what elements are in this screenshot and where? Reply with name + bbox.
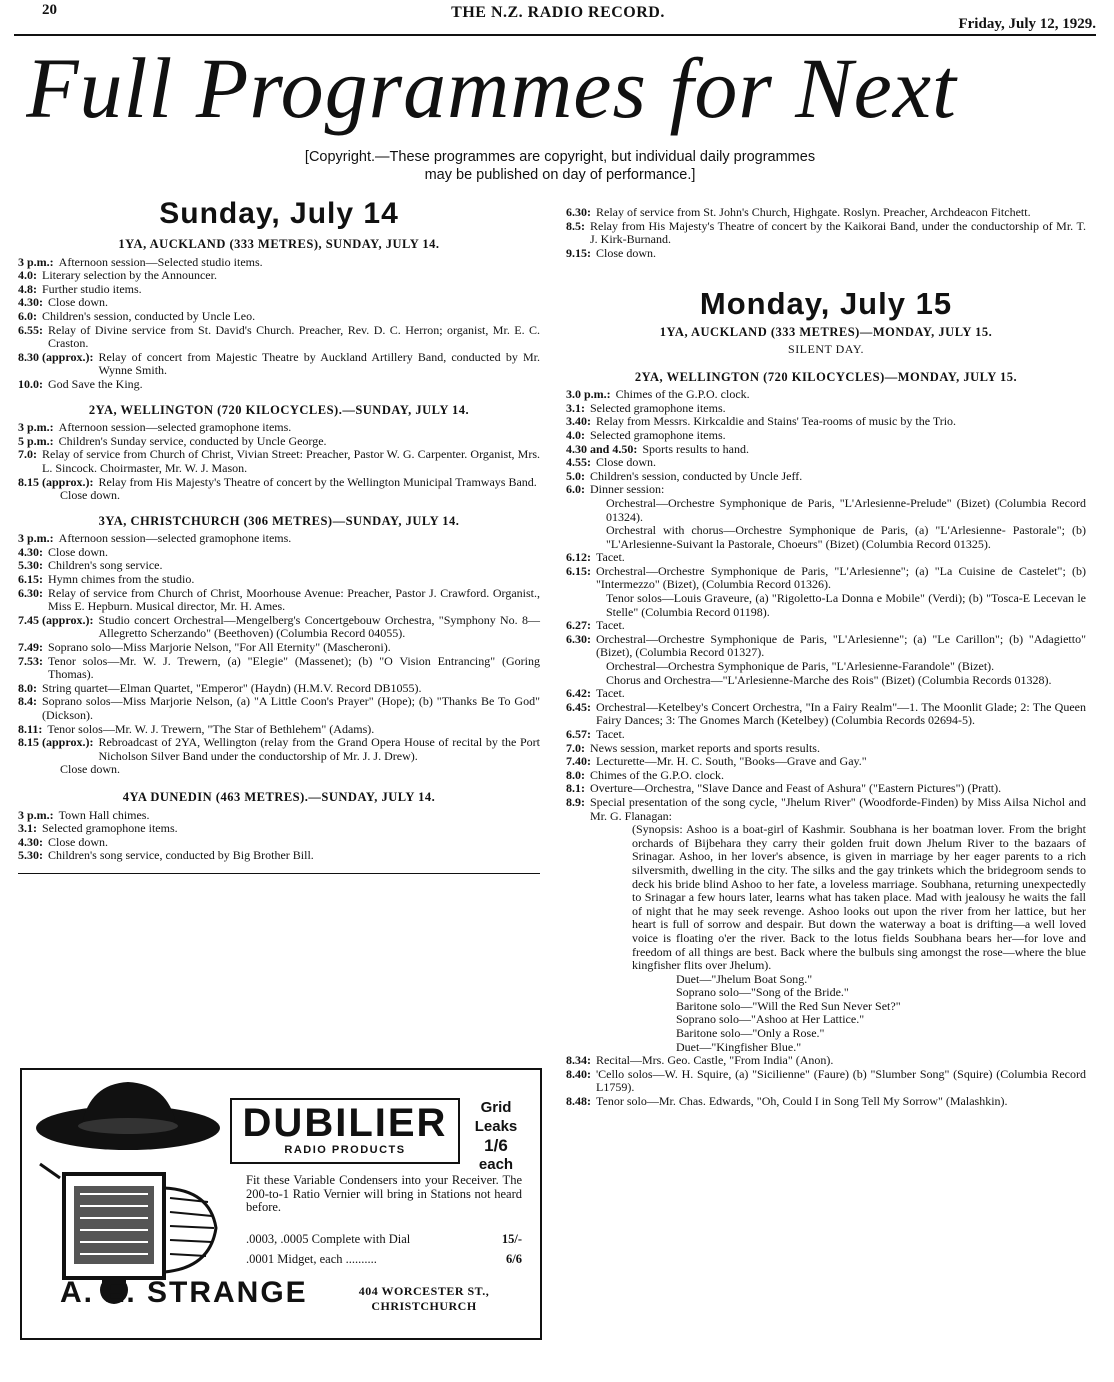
program-description: 'Cello solos—W. H. Squire, (a) "Sicilienne" (Faure) (b) "Slumber Song" (Squire) (Columbia Record L1759). [596,1066,1086,1095]
program-time: 8.15 (approx.): [18,474,94,489]
program-item [18,736,540,763]
program-subitem: Orchestral with chorus—Orchestre Symphonique de Paris, (a) "L'Arlesienne- Pastorale"; (b) "L'Arlesienne-Suivant la Pastorale, Choeurs" (Bizet) (Columbia Record 01325). [606,523,1086,551]
program-subitem: Orchestral—Orchestre Symphonique de Paris, "L'Arlesienne-Prelude" (Bizet) (Columbia Record 01324). [606,495,1086,524]
program-time: 6.15: [18,572,43,587]
program-time: 6.0: [18,308,37,323]
program-description: Selected gramophone items. [590,400,726,415]
program-time: 6.42: [566,686,591,701]
program-time: 7.45 (approx.): [18,612,94,627]
program-item [566,551,1086,565]
program-item [18,655,540,682]
station-heading-1ya-sunday: 1YA, AUCKLAND (333 METRES), SUNDAY, JULY 14. [118,237,440,251]
program-item [18,269,540,283]
program-time: 4.30: [18,544,43,559]
program-description: Relay from His Majesty's Theatre of concert by the Wellington Municipal Tramways Band. [98,474,537,489]
grid-line2: Leaks [474,1118,518,1135]
dinner-session-list [566,497,1086,551]
song-item: Duet—"Jhelum Boat Song." [676,971,813,986]
program-item [18,822,540,836]
program-item [18,695,540,722]
program-list-2ya-monday-c [566,619,1086,660]
price1-value: 15/- [501,1232,522,1246]
program-time: 8.4: [18,694,37,709]
program-item [18,559,540,573]
program-description: Children's Sunday service, conducted by Uncle George. [58,433,327,448]
dubilier-logo-box [230,1098,460,1164]
program-time: 7.40: [566,754,591,769]
program-description: Close down. [596,455,656,470]
program-time: 8.48: [566,1094,591,1109]
program-description: Orchestral—Ketelbey's Concert Orchestra, "In a Fairy Realm"—1. The Moonlit Glade; 2: The Queen Fairy Dances; 3: The Gnomes March (Ketelbey) (Columbia Records 02694-5). [596,699,1086,728]
program-time: 3.0 p.m.: [566,387,611,402]
program-time: 8.0: [18,680,37,695]
program-description: Further studio items. [42,281,142,296]
program-description: Tacet. [596,618,625,633]
copyright-notice: [Copyright.—These programmes are copyright, but individual daily programmes may be published on day of performance.] [304,149,816,183]
program-description: Studio concert Orchestral—Mengelberg's Concertgebouw Orchestra, "Symphony No. 8—Allegretto Scherzando" (Beethoven) (Columbia Record 04055). [98,612,540,641]
close-down-3ya: Close down. [60,762,120,777]
program-description: Relay of service from Church of Christ, Vivian Street: Preacher, Pastor W. G. Carpenter. Organist, Mrs. L. Sincock. Choirmaster, Mr. W. J. Mason. [42,447,540,475]
program-time: 3 p.m.: [18,254,54,269]
program-item [18,296,540,310]
program-item [18,682,540,696]
program-description: Chimes of the G.P.O. clock. [590,767,724,782]
station-heading-2ya-sunday: 2YA, WELLINGTON (720 KILOCYCLES).—SUNDAY, JULY 14. [88,402,470,417]
dubilier-brand: DUBILIER [242,1101,448,1145]
program-list-2ya-sunday [18,421,540,489]
program-description: Sports results to hand. [642,441,750,456]
program-subitem: Orchestral—Orchestra Symphonique de Paris, "L'Arlesienne-Farandole" (Bizet). [606,659,995,674]
program-item [566,755,1086,769]
price1-label: .0003, .0005 Complete with Dial [246,1232,411,1246]
program-time: 4.8: [18,281,37,296]
program-description: Tacet. [596,727,625,741]
program-description: Lecturette—Mr. H. C. South, "Books—Grave and Gay." [596,754,867,769]
program-description: Close down. [48,295,108,310]
silent-day: SILENT DAY. [788,341,864,356]
publication-title: THE N.Z. RADIO RECORD. [451,4,665,21]
program-list-2ya-monday-a [566,388,1086,497]
program-time: 6.12: [566,550,591,565]
program-item [566,206,1086,220]
program-item [18,324,540,351]
program-item [566,1068,1086,1095]
program-item [18,378,540,392]
program-item [566,701,1086,728]
program-item [566,769,1086,783]
program-description: Dinner session: [590,482,665,497]
program-time: 8.40: [566,1066,591,1081]
ad-copy: Fit these Variable Condensers into your Receiver. The 200-to-1 Ratio Vernier will bring in Stations not heard before. [246,1173,522,1214]
program-item [566,565,1086,592]
song-item: Soprano solo—"Ashoo at Her Lattice." [676,1012,865,1027]
program-description: Rebroadcast of 2YA, Wellington (relay from the Grand Opera House of recital by the Port Nicholson Silver Band under the conductorship of Mr. J. J. Drew). [98,735,540,763]
program-item [566,633,1086,660]
program-item [566,728,1086,742]
program-description: Soprano solo—Miss Marjorie Nelson, "For All Eternity" (Mascheroni). [48,640,391,655]
program-item [566,1095,1086,1109]
program-time: 3.40: [566,414,591,429]
banner-title: Full Programmes for Next [26,40,957,136]
program-description: Soprano solos—Miss Marjorie Nelson, (a) "A Little Coon's Prayer" (Hope); (b) "Thanks Be To God" (Dickson). [42,694,540,722]
song-cycle-list [566,973,1086,1055]
program-time: 5 p.m.: [18,433,54,448]
program-item [18,587,540,614]
page-number: 20 [42,2,57,18]
program-description: Recital—Mrs. Geo. Castle, "From India" (Anon). [596,1053,834,1068]
program-description: Selected gramophone items. [590,427,726,442]
close-down-2ya: Close down. [60,488,120,503]
program-item [566,220,1086,247]
program-item [566,782,1086,796]
program-time: 6.15: [566,563,591,578]
program-time: 8.9: [566,794,585,809]
song-item: Baritone solo—"Will the Red Sun Never Set?" [676,998,901,1013]
program-description: Literary selection by the Announcer. [42,268,217,283]
program-list-2ya-monday-b [566,551,1086,592]
program-time: 6.45: [566,699,591,714]
sunday-heading: Sunday, July 14 [159,197,399,230]
program-time: 5.30: [18,848,43,863]
program-item [18,849,540,863]
farandole-list [566,660,1086,687]
section-rule [18,873,540,874]
program-description: God Save the King. [48,376,143,391]
program-description: Close down. [596,245,656,260]
song-item: Baritone solo—"Only a Rose." [676,1026,825,1041]
program-time: 6.30: [566,205,591,219]
program-list-4ya-sunday-cont [566,206,1086,260]
program-item [18,546,540,560]
program-item [566,443,1086,457]
program-time: 4.55: [566,455,591,470]
program-item [18,310,540,324]
program-time: 8.0: [566,767,585,782]
program-time: 3 p.m.: [18,531,54,546]
program-description: Relay of service from St. John's Church, Highgate. Roslyn. Preacher, Archdeacon Fitchett. [596,205,1031,219]
program-description: Tenor solo—Mr. Chas. Edwards, "Oh, Could I in Song Tell My Sorrow" (Malashkin). [596,1094,1008,1109]
grid-line1: Grid [480,1099,512,1116]
price2-label: .0001 Midget, each .......... [246,1252,377,1266]
program-item [18,836,540,850]
program-item [18,476,540,490]
program-description: Children's song service. [48,558,163,573]
program-description: Relay of service from Church of Christ, Moorhouse Avenue: Preacher, Pastor J. Crawford. Organist., Miss E. Hepburn. Musical director, Mr. H. Ames. [48,585,540,614]
program-time: 6.57: [566,727,591,741]
program-item [18,256,540,270]
program-item [18,614,540,641]
program-description: Afternoon session—selected gramophone items. [58,420,292,435]
program-description: Relay of Divine service from St. David's Church. Preacher, Rev. D. C. Herron; organist, Mr. E. C. Craston. [48,322,540,351]
program-item [18,723,540,737]
grid-leaks-offer [464,1098,528,1174]
program-item [18,573,540,587]
program-item [18,435,540,449]
program-time: 7.53: [18,653,43,668]
song-item: Soprano solo—"Song of the Bride." [676,985,849,1000]
program-list-3ya-sunday [18,532,540,763]
program-time: 6.30: [566,631,591,646]
program-time: 4.30: [18,295,43,310]
program-time: 6.30: [18,585,43,600]
program-time: 3.1: [566,400,585,415]
tenor-solos-graveure: Tenor solos—Louis Graveure, (a) "Rigoletto-La Donna e Mobile" (Verdi); (b) "Tosca-E Lecevan le Stelle" (Columbia Record 01198). [606,591,1086,619]
program-description: Tenor solos—Mr. W. J. Trewern, "The Star of Bethlehem" (Adams). [47,721,375,736]
program-description: Children's session, conducted by Uncle Jeff. [590,468,803,483]
program-time: 4.0: [18,268,37,283]
program-item [566,470,1086,484]
program-description: Tenor solos—Mr. W. J. Trewern, (a) "Elegie" (Massenet); (b) "O Vision Entrancing" (Goring Thomas). [48,653,540,682]
program-time: 8.5: [566,218,585,233]
price-line-2 [246,1252,522,1267]
program-list-2ya-monday-d [566,687,1086,823]
program-item [566,247,1086,261]
program-time: 7.0: [18,447,37,462]
program-item [18,809,540,823]
program-list-1ya-sunday [18,256,540,392]
program-description: Close down. [48,544,108,559]
station-heading-3ya-sunday: 3YA, CHRISTCHURCH (306 METRES)—SUNDAY, JULY 14. [98,513,460,528]
program-description: News session, market reports and sports results. [590,740,820,755]
program-subitem: Chorus and Orchestra—"L'Arlesienne-Marche des Rois" (Bizet) (Columbia Records 01328). [606,672,1052,687]
program-time: 6.0: [566,482,585,497]
program-time: 10.0: [18,376,43,391]
program-item [18,351,540,378]
program-time: 3.1: [18,821,37,836]
program-time: 9.15: [566,245,591,260]
program-item [566,388,1086,402]
address-line-2: CHRISTCHURCH [371,1299,477,1313]
program-time: 4.0: [566,427,585,442]
program-item [566,619,1086,633]
program-item [566,402,1086,416]
page-header [20,2,1096,32]
program-list-4ya-sunday [18,809,540,863]
program-time: 6.27: [566,618,591,633]
program-description: Close down. [48,834,108,849]
station-heading-4ya-sunday: 4YA DUNEDIN (463 METRES).—SUNDAY, JULY 14. [122,789,436,804]
price2-value: 6/6 [506,1252,522,1266]
program-time: 8.30 (approx.): [18,349,94,364]
program-item [566,483,1086,497]
program-description: Relay from Messrs. Kirkcaldie and Stains' Tea-rooms of music by the Trio. [596,414,957,429]
song-item: Duet—"Kingfisher Blue." [676,1039,802,1054]
program-description: String quartet—Elman Quartet, "Emperor" (Haydn) (H.M.V. Record DB1055). [42,680,422,695]
address-line-1: 404 WORCESTER ST., [358,1284,490,1298]
program-time: 8.34: [566,1053,591,1068]
program-time: 4.30: [18,834,43,849]
station-heading-2ya-monday: 2YA, WELLINGTON (720 KILOCYCLES)—MONDAY, JULY 15. [634,369,1018,384]
program-item [566,687,1086,701]
radio-products: RADIO PRODUCTS [284,1144,406,1156]
program-description: Afternoon session—Selected studio items. [58,254,263,269]
program-item [566,1054,1086,1068]
program-description: Chimes of the G.P.O. clock. [615,387,750,402]
program-description: Orchestral—Orchestre Symphonique de Paris, "L'Arlesienne"; (a) "Le Carillon"; (b) "Adagietto" (Bizet), (Columbia Record 01327). [596,631,1086,660]
program-description: Relay from His Majesty's Theatre of concert by the Kaikorai Band, under the conductorship of Mr. T. J. Kirk-Burnand. [590,218,1086,247]
program-item [18,641,540,655]
program-time: 6.55: [18,322,43,337]
program-description: Afternoon session—selected gramophone items. [58,531,292,546]
program-time: 8.11: [18,721,43,736]
program-item [566,796,1086,823]
program-item [18,448,540,475]
price-line-1 [246,1232,522,1247]
program-time: 8.1: [566,781,585,796]
right-column [566,206,1086,1109]
program-time: 7.0: [566,740,585,755]
program-time: 3 p.m.: [18,807,54,822]
program-time: 4.30 and 4.50: [566,441,638,456]
program-description: Children's session, conducted by Uncle Leo. [42,308,256,323]
program-description: Children's song service, conducted by Big Brother Bill. [48,848,314,863]
company-name: A. E. STRANGE [60,1276,308,1309]
grid-each: each [478,1156,514,1173]
program-list-2ya-monday-e [566,1054,1086,1108]
program-description: Town Hall chimes. [58,807,150,822]
program-description: Hymn chimes from the studio. [48,572,195,587]
program-item [566,429,1086,443]
program-item [18,283,540,297]
program-time: 7.49: [18,640,43,655]
program-time: 5.30: [18,558,43,573]
program-description: Tacet. [596,550,625,565]
program-description: Selected gramophone items. [42,821,178,836]
program-item [18,421,540,435]
station-heading-1ya-monday: 1YA, AUCKLAND (333 METRES)—MONDAY, JULY 15. [659,325,993,340]
jhelum-synopsis: (Synopsis: Ashoo is a boat-girl of Kashmir. Soubhana is her boatman lover. From the bright orchards of Bijbehara they carry their golden fruit down Jhelum River to the bazaars of Srinagar. Ashoo, in her lover's absence, is given in marriage by her eager parents to a rich silversmith, dwelling in the city. The silks and the gay trinkets which the bridegroom sends to deck his bride blind Ashoo to her fate, a loveless marriage. Soubhana, returning unexpectedly to Srinagar a few hours later, learns what has taken place. Mad with jealousy he waits the fall of night that he may seek revenge. Ashoo looks out upon the river from her lattice, but her heart is full of sorrow and despair. But down the waterway a boat is drifting—a well loved voice is floating o'er the river. Back to the lotus fields Soubhana bears her—for love and freedom of all things are best. Back where the bulbuls sing amongst the rose—where the blue kingfisher flits over Jhelum). [632,822,1086,973]
program-description: Tacet. [596,686,625,701]
program-item [18,532,540,546]
program-time: 8.15 (approx.): [18,735,94,750]
program-description: Relay of concert from Majestic Theatre by Auckland Artillery Band, conducted by Mr. Wynne Smith. [98,349,540,378]
dubilier-advertisement [20,1068,542,1340]
program-time: 3 p.m.: [18,420,54,435]
program-description: Overture—Orchestra, "Slave Dance and Feast of Ashura" ("Eastern Pictures") (Pratt). [590,781,1002,796]
header-rule [14,34,1096,36]
grid-price: 1/6 [484,1136,508,1155]
program-item [566,456,1086,470]
issue-date: Friday, July 12, 1929. [958,16,1096,32]
program-item [566,742,1086,756]
program-description: Special presentation of the song cycle, "Jhelum River" (Woodforde-Finden) by Miss Ailsa Nichol and Mr. G. Flanagan: [590,794,1086,823]
program-item [566,415,1086,429]
company-address [344,1284,504,1314]
program-time: 5.0: [566,468,585,483]
program-description: Orchestral—Orchestre Symphonique de Paris, "L'Arlesienne"; (a) "La Cuisine de Castelet"; (b) "Intermezzo" (Bizet), (Columbia Record 01326). [596,563,1086,592]
monday-heading: Monday, July 15 [699,286,953,322]
left-column [18,196,540,874]
